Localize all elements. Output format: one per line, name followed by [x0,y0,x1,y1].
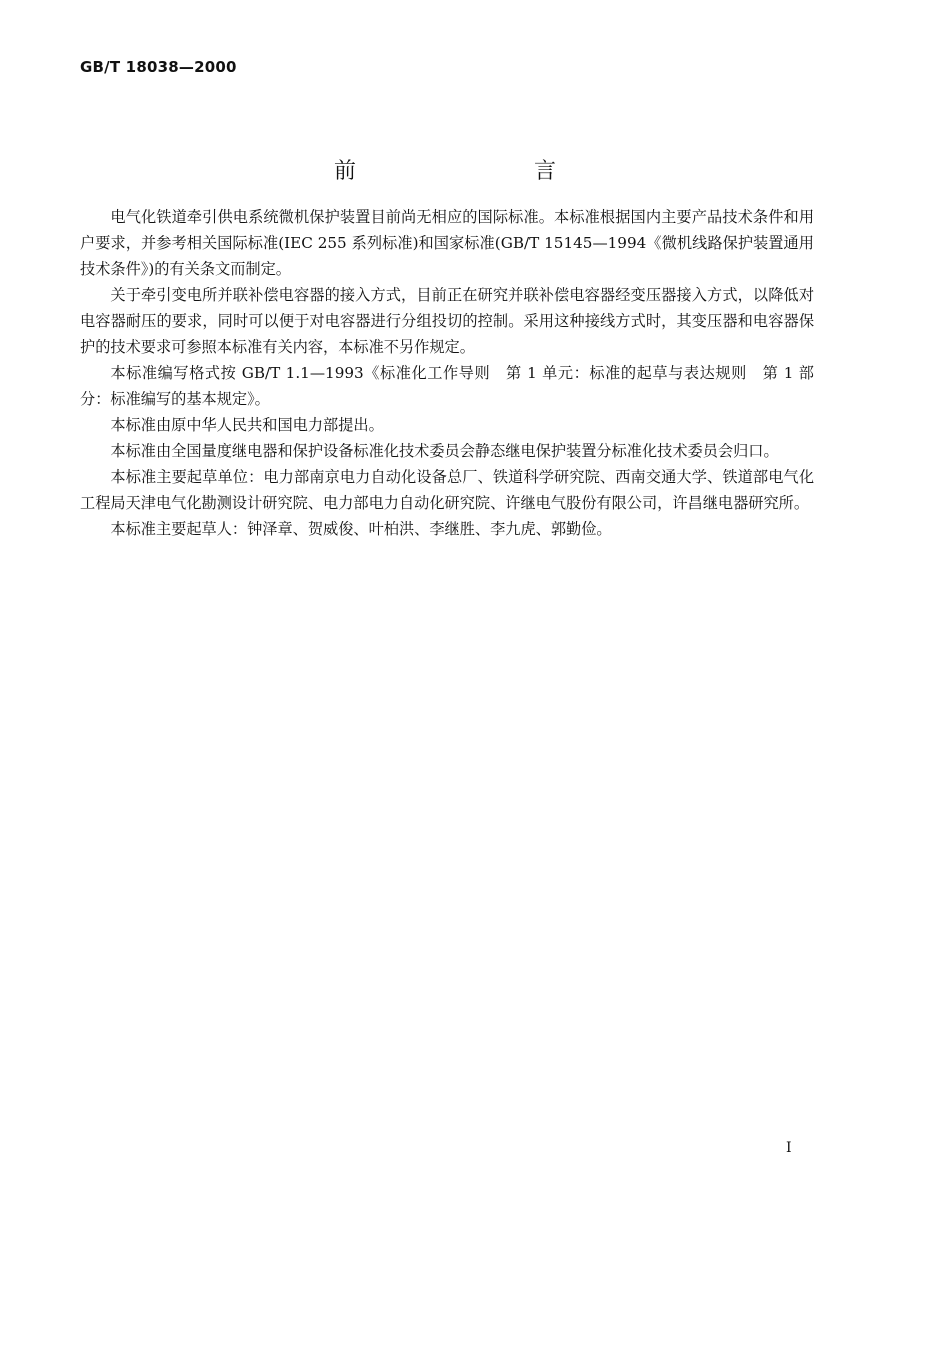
page-title: 前 言 [333,159,634,184]
paragraph-drafters: 本标准主要起草人：钟泽章、贺威俊、叶柏洪、李继胜、李九虎、郭勤俭。 [110,520,612,538]
standard-code: GB/T 18038—2000 [80,58,237,76]
paragraph-proposer: 本标准由原中华人民共和国电力部提出。 [110,416,384,434]
page-number: I [786,1140,792,1156]
paragraph-committee: 本标准由全国量度继电器和保护设备标准化技术委员会静态继电保护装置分标准化技术委员会归口。 [110,442,779,460]
paragraph-scope: 电气化铁道牵引供电系统微机保护装置目前尚无相应的国际标准。本标准根据国内主要产品技术条件和用户要求，并参考相关国际标准(IEC 255 系列标准)和国家标准(GB/T 15145—1994《微机线路保护装置通用技术条件》)的有关条文而制定。 [80,208,814,278]
paragraph-drafting-units: 本标准主要起草单位：电力部南京电力自动化设备总厂、铁道科学研究院、西南交通大学、铁道部电气化工程局天津电气化勘测设计研究院、电力部电力自动化研究院、许继电气股份有限公司，许昌继电器研究所。 [80,468,814,512]
foreword-body [80,204,814,542]
paragraph-capacitor: 关于牵引变电所并联补偿电容器的接入方式，目前正在研究并联补偿电容器经变压器接入方式，以降低对电容器耐压的要求，同时可以便于对电容器进行分组投切的控制。采用这种接线方式时，其变压器和电容器保护的技术要求可参照本标准有关内容，本标准不另作规定。 [80,286,814,356]
paragraph-format: 本标准编写格式按 GB/T 1.1—1993《标准化工作导则 第 1 单元：标准的起草与表达规则 第 1 部分：标准编写的基本规定》。 [80,364,814,408]
